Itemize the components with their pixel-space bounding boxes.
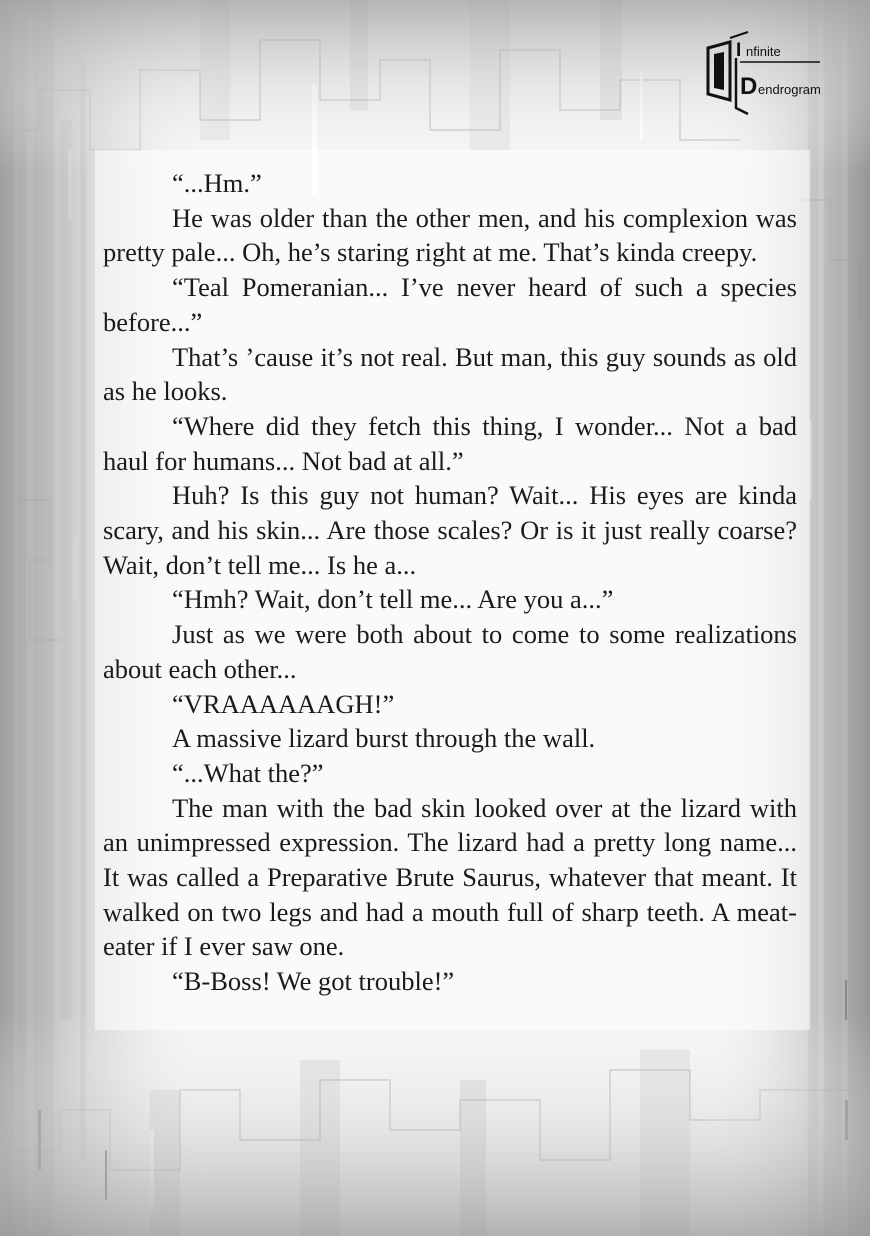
paragraph: “Hmh? Wait, don’t tell me... Are you a...” [172, 584, 614, 615]
paragraph: He was older than the other men, and his complexion was pretty pale... Oh, he’s staring right at me. That’s kinda creepy. [103, 202, 797, 268]
paragraph: A massive lizard burst through the wall. [172, 723, 596, 754]
paragraph: “...What the?” [172, 757, 324, 788]
logo-word-infinite: nfinite [746, 44, 781, 59]
paragraph: “VRAAAAAAGH!” [172, 688, 395, 719]
paragraph: “Teal Pomeranian... I’ve never heard of such a species before...” [103, 272, 797, 337]
paragraph: “Where did they fetch this thing, I wonder... Not a bad haul for humans... Not bad at all.” [103, 410, 797, 476]
paragraph: That’s ’cause it’s not real. But man, this guy sounds as old as he looks. [103, 341, 797, 407]
infinite-dendrogram-logo [700, 28, 850, 120]
story-text [103, 166, 797, 999]
paragraph: Huh? Is this guy not human? Wait... His eyes are kinda scary, and his skin... Are those scales? Or is it just really coarse? Wait, don’t tell me... Is he a... [103, 480, 797, 580]
logo-initial-d: D [740, 73, 758, 100]
logo-word-dendrogram: endrogram [758, 82, 821, 97]
logo-initial-i: I [736, 40, 742, 61]
paragraph: “B-Boss! We got trouble!” [172, 966, 455, 997]
paragraph: Just as we were both about to come to some realizations about each other... [103, 619, 797, 684]
paragraph: The man with the bad skin looked over at the lizard with an unimpressed expression. The lizard had a pretty long name... It was called a Preparative Brute Saurus, whatever that meant. It walked on two legs and had a mouth full of sharp teeth. A meat-eater if I ever saw one. [103, 792, 797, 962]
paragraph: “...Hm.” [172, 168, 262, 198]
